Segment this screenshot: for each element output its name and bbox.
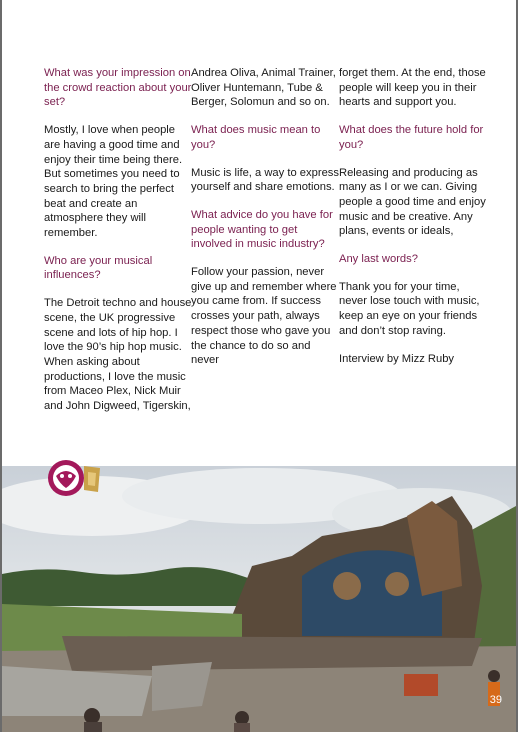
text-column-2 <box>191 66 339 381</box>
interview-question: What does the future hold for you? <box>339 124 484 151</box>
interview-question: What was your impression on the crowd reaction about your set? <box>44 67 192 109</box>
interview-answer: The Detroit techno and house scene, the UK progressive scene and lots of hip hop. I love the 90’s hip hop music. When asking about productions, I love the music from Maceo Plex, Nick Muir and John Digweed, Tigerskin, <box>44 297 192 413</box>
festival-logo-icon <box>46 458 104 498</box>
interview-answer: Music is life, a way to express yourself and share emotions. <box>191 166 339 194</box>
interview-answer: Andrea Oliva, Animal Trainer, Oliver Huntemann, Tube & Berger, Solomun and so on. <box>191 67 336 109</box>
festival-photo <box>2 466 516 732</box>
interview-answer: Follow your passion, never give up and remember where you came from. If success crosses your path, always respect those who gave you the chance to do so and never <box>191 266 337 367</box>
interview-answer: forget them. At the end, those people will keep you in their hearts and support you. <box>339 67 486 109</box>
interview-question: Who are your musical influences? <box>44 254 153 282</box>
interview-question: Any last words? <box>339 253 418 266</box>
interview-question: What does music mean to you? <box>191 124 321 151</box>
interview-answer: Releasing and producing as many as I or we can. Giving people a good time and enjoy music and be creative. Any plans, events or ideals, <box>339 166 486 238</box>
interview-answer: Interview by Mizz Ruby <box>339 352 455 365</box>
interview-question: What advice do you have for people wanting to get involved in music industry? <box>191 208 333 251</box>
text-column-3 <box>339 66 487 379</box>
text-column-1 <box>44 66 192 427</box>
interview-answer: Thank you for your time, never lose touch with music, keep an eye on your friends and don’t stop raving. <box>339 280 480 337</box>
magazine-page <box>2 0 516 732</box>
interview-answer: Mostly, I love when people are having a good time and enjoy their time being there. But sometimes you need to search to bring the perfect beat and create an atmosphere they will remember. <box>44 124 183 240</box>
page-number: 39 <box>489 694 502 706</box>
